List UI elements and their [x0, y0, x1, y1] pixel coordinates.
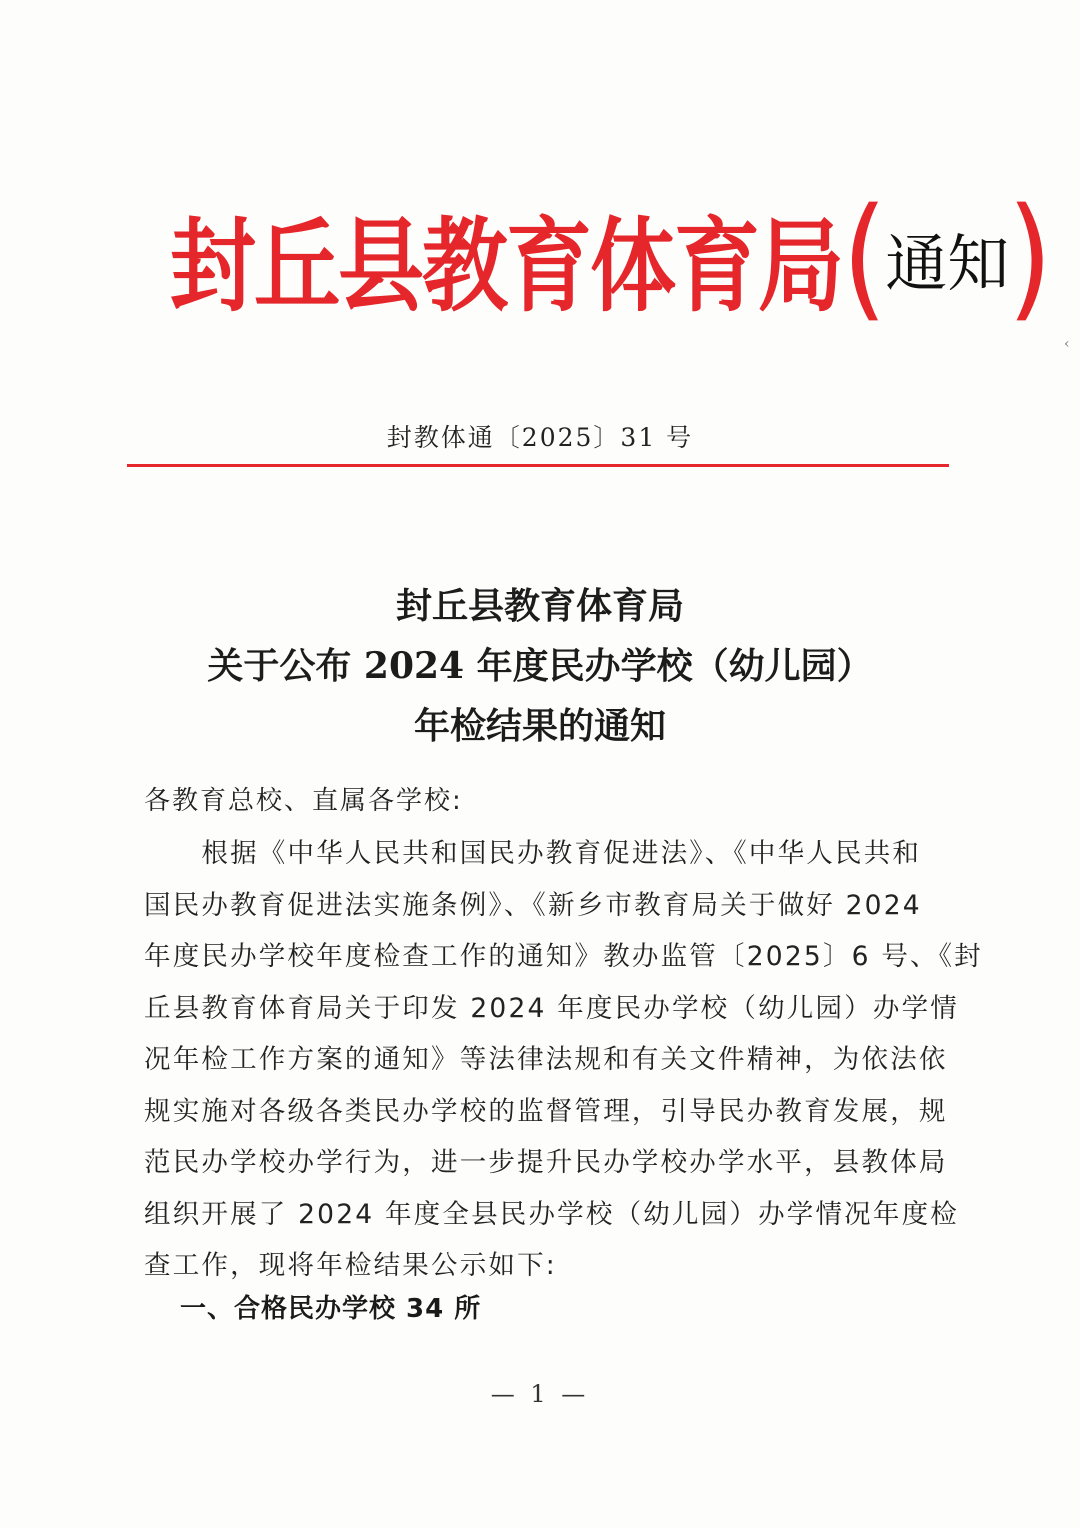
title-line-1: 封丘县教育体育局	[395, 585, 684, 627]
addressee: 各教育总校、直属各学校:	[144, 786, 463, 816]
body-line: 年度民办学校年度检查工作的通知》教办监管〔2025〕6 号、《封	[144, 941, 983, 972]
title-line-3: 年检结果的通知	[413, 705, 666, 747]
body-line: 规实施对各级各类民办学校的监督管理，引导民办教育发展，规	[144, 1095, 948, 1127]
masthead-open-paren: (	[842, 179, 888, 336]
document-number: 封教体通〔2025〕31 号	[386, 423, 694, 452]
body-line: 组织开展了 2024 年度全县民办学校（幼儿园）办学情况年度检	[144, 1198, 959, 1230]
masthead-close-paren: )	[1007, 179, 1053, 336]
red-separator-rule	[127, 464, 949, 467]
body-line: 况年检工作方案的通知》等法律法规和有关文件精神，为依法依	[144, 1044, 948, 1075]
body-line: 国民办教育促进法实施条例》、《新乡市教育局关于做好 2024	[144, 889, 922, 921]
title-line-2: 关于公布 2024 年度民办学校（幼儿园）	[207, 645, 873, 687]
scan-mark: ‹	[1064, 336, 1070, 352]
body-paragraph	[144, 828, 983, 1292]
body-line: 范民办学校办学行为，进一步提升民办学校办学水平，县教体局	[144, 1147, 948, 1178]
masthead	[170, 179, 1053, 336]
page-number: — 1 —	[490, 1380, 590, 1408]
body-line: 根据《中华人民共和国民办教育促进法》、《中华人民共和	[144, 838, 922, 869]
masthead-agency-name: 封丘县教育体育局	[170, 208, 842, 327]
masthead-doc-type: 通知	[885, 226, 1010, 300]
body-line: 丘县教育体育局关于印发 2024 年度民办学校（幼儿园）办学情	[144, 992, 959, 1024]
section-heading: 一、合格民办学校 34 所	[180, 1294, 482, 1324]
document-title	[0, 576, 1080, 756]
body-line: 查工作，现将年检结果公示如下:	[144, 1250, 557, 1281]
